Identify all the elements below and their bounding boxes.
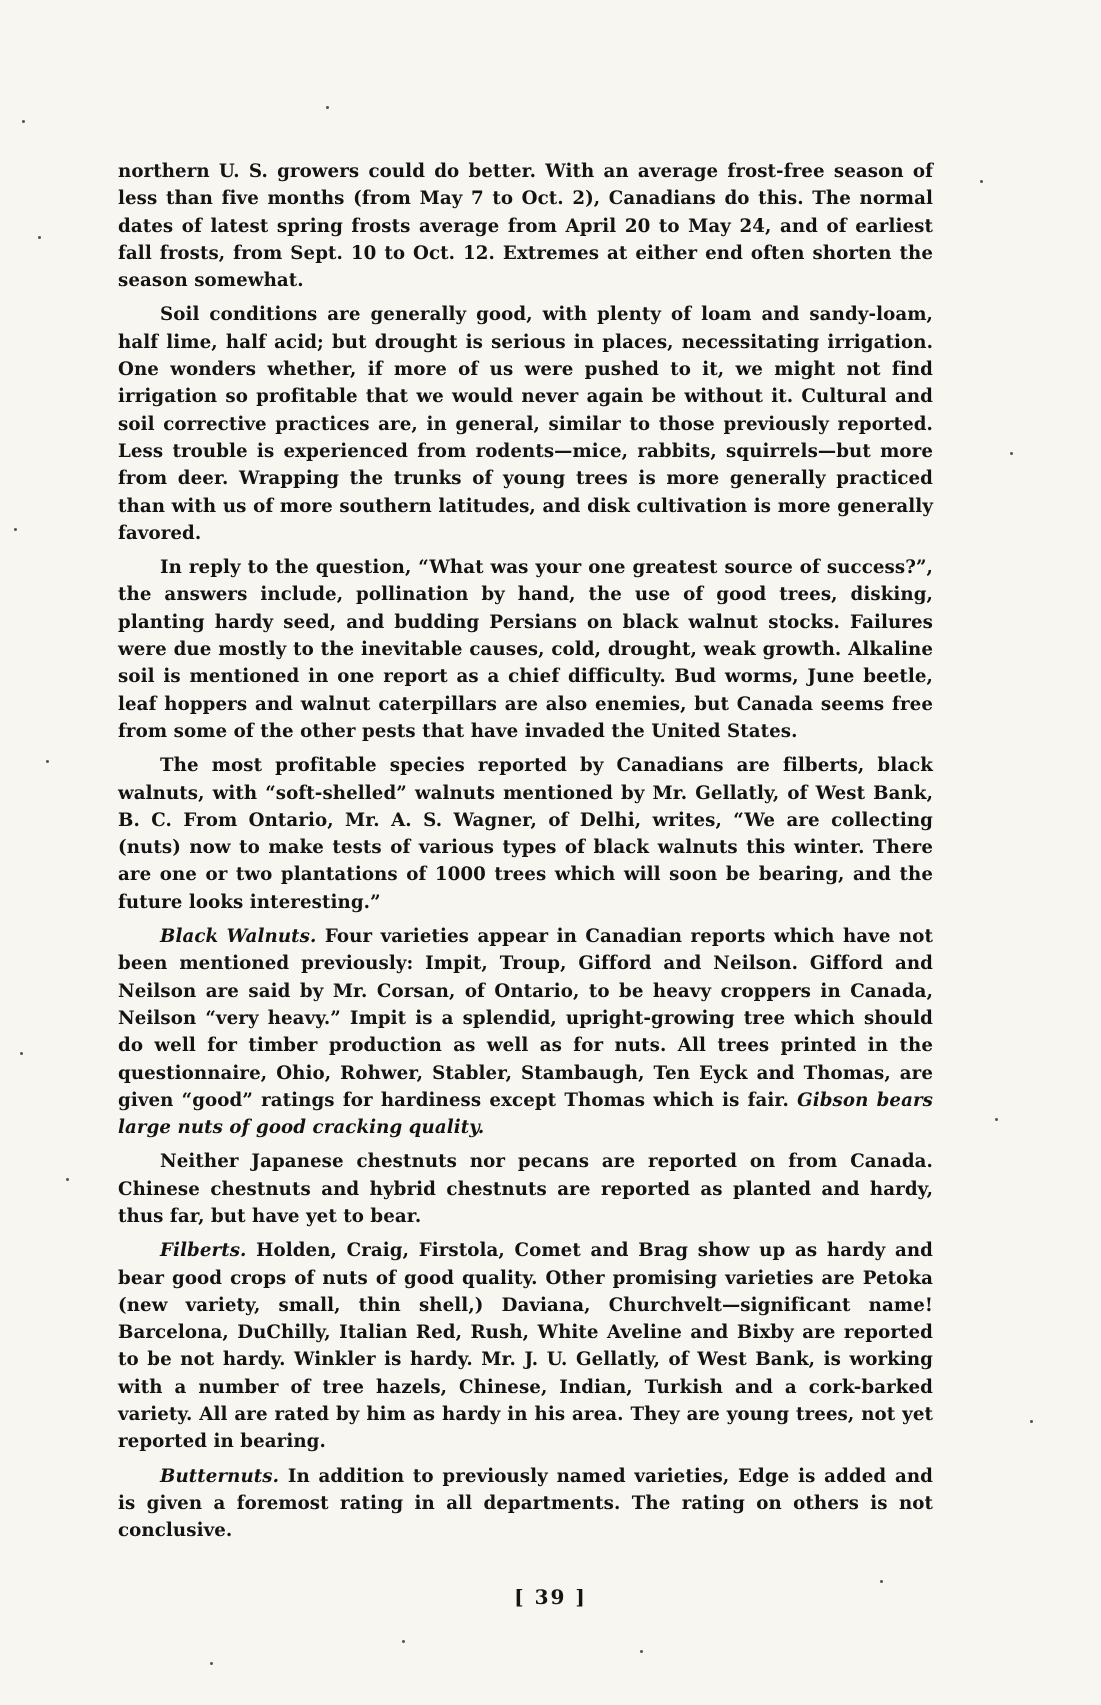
paragraph	[118, 923, 933, 1141]
paragraph	[118, 554, 933, 745]
paragraph-text: Neither Japanese chestnuts nor pecans are reported on from Canada. Chinese chestnuts and hybrid chestnuts are reported as planted and hardy, thus far, but have yet to bear.	[118, 1151, 933, 1227]
scan-speck	[326, 106, 329, 109]
paragraph	[118, 1463, 933, 1545]
scan-speck	[1030, 1420, 1033, 1423]
scan-speck	[66, 1178, 69, 1181]
paragraph	[118, 301, 933, 547]
scan-speck	[14, 528, 17, 531]
paragraph-tail-italic: Gibson bears large nuts of good cracking quality.	[118, 1089, 933, 1139]
paragraph-text: In addition to previously named varieties, Edge is added and is given a foremost rating in all departments. The rating on others is not conclusive.	[118, 1465, 933, 1542]
paragraph-text: Four varieties appear in Canadian reports which have not been mentioned previously: Impit, Troup, Gifford and Neilson. Gifford and Neilson are said by Mr. Corsan, of Ontario, to be heavy croppers in Canada, Neilson “very heavy.” Impit is a splendid, upright-growing tree which should do well for timber production as well as for nuts. All trees printed in the questionnaire, Ohio, Rohwer, Stabler, Stambaugh, Ten Eyck and Thomas, are given “good” ratings for hardiness except Thomas which is fair.	[118, 926, 933, 1111]
scan-speck	[995, 1118, 998, 1121]
scan-speck	[980, 180, 983, 183]
paragraph-lead-italic: Butternuts.	[160, 1465, 280, 1487]
page-number: [ 39 ]	[514, 1585, 587, 1609]
paragraph-text: Holden, Craig, Firstola, Comet and Brag show up as hardy and bear good crops of nuts of good quality. Other promising varieties are Petoka (new variety, small, thin shell,) Daviana, Churchvelt—significant name! Barcelona, DuChilly, Italian Red, Rush, White Aveline and Bixby are reported to be not hardy. Winkler is hardy. Mr. J. U. Gellatly, of West Bank, is working with a number of tree hazels, Chinese, Indian, Turkish and a cork-barked variety. All are rated by him as hardy in his area. They are young trees, not yet reported in bearing.	[118, 1240, 933, 1453]
scan-speck	[640, 1650, 643, 1653]
scan-speck	[38, 236, 41, 239]
paragraph-text: In reply to the question, “What was your one greatest source of success?”, the answers include, pollination by hand, the use of good trees, disking, planting hardy seed, and budding Persians on black walnut stocks. Failures were due mostly to the inevitable causes, cold, drought, weak growth. Alkaline soil is mentioned in one report as a chief difficulty. Bud worms, June beetle, leaf hoppers and walnut caterpillars are also enemies, but Canada seems free from some of the other pests that have invaded the United States.	[118, 557, 933, 742]
paragraph	[118, 752, 933, 916]
scan-speck	[210, 1662, 213, 1665]
paragraph	[118, 1237, 933, 1455]
paragraph	[118, 1148, 933, 1230]
document-body	[118, 158, 933, 1552]
scan-speck	[46, 760, 49, 763]
scan-speck	[20, 1052, 23, 1055]
paragraph-text: Soil conditions are generally good, with plenty of loam and sandy-loam, half lime, half acid; but drought is serious in places, necessitating irrigation. One wonders whether, if more of us were pushed to it, we might not find irrigation so profitable that we would never again be without it. Cultural and soil corrective practices are, in general, similar to those previously reported. Less trouble is experienced from rodents—mice, rabbits, squirrels—but more from deer. Wrapping the trunks of young trees is more generally practiced than with us of more southern latitudes, and disk cultivation is more generally favored.	[118, 304, 933, 544]
paragraph-lead-italic: Black Walnuts.	[160, 926, 317, 948]
paragraph	[118, 158, 933, 294]
scan-speck	[402, 1640, 405, 1643]
paragraph-text: northern U. S. growers could do better. With an average frost-free season of less than five months (from May 7 to Oct. 2), Canadians do this. The normal dates of latest spring frosts average from April 20 to May 24, and of earliest fall frosts, from Sept. 10 to Oct. 12. Extremes at either end often shorten the season somewhat.	[118, 161, 933, 292]
scan-speck	[880, 1580, 883, 1583]
scan-speck	[1010, 452, 1013, 455]
paragraph-text: The most profitable species reported by Canadians are filberts, black walnuts, with “soft-shelled” walnuts mentioned by Mr. Gellatly, of West Bank, B. C. From Ontario, Mr. A. S. Wagner, of Delhi, writes, “We are collecting (nuts) now to make tests of various types of black walnuts this winter. There are one or two plantations of 1000 trees which will soon be bearing, and the future looks interesting.”	[118, 755, 933, 913]
paragraph-lead-italic: Filberts.	[160, 1240, 247, 1262]
scan-speck	[22, 120, 25, 123]
